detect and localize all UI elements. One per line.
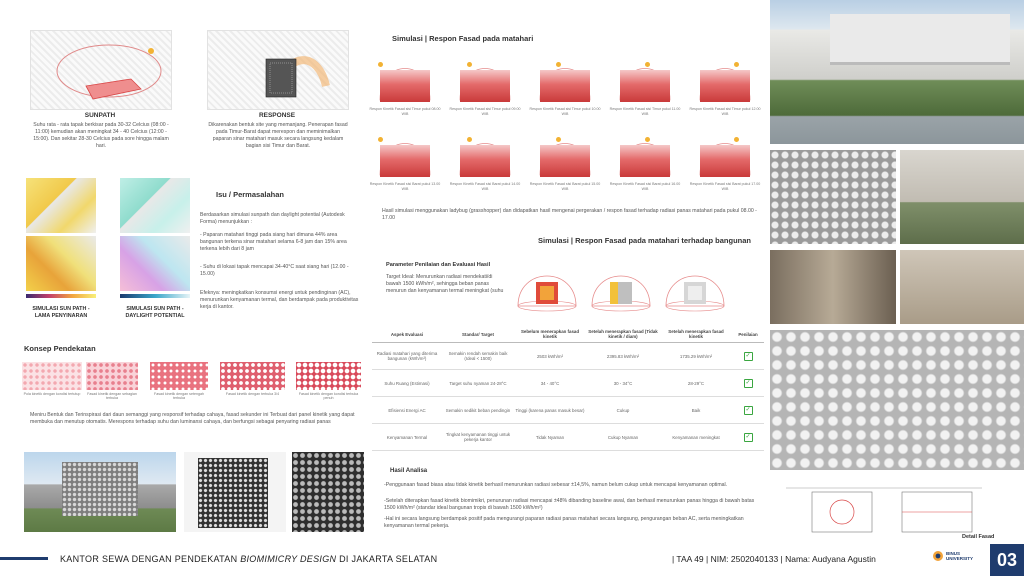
cell: Radiasi matahari yang diterima bangunan (kWh/m²) [372, 343, 442, 370]
sun-icon [467, 137, 472, 142]
detail-fasad-svg [782, 478, 1014, 538]
photo-facade-closeup [770, 330, 1024, 470]
cell: Tingkat kenyamanan tinggi untuk pekerja kantor [442, 424, 514, 451]
th-penilaian: Penilaian [732, 326, 764, 343]
cell: 2395.83 kWh/m² [586, 343, 660, 370]
sim1-caption: Respon Kinetik Fasad sisi Barat pukul 16.00 WIB [609, 182, 681, 191]
footer-title-em: BIOMIMICRY DESIGN [240, 554, 337, 564]
hasil-line-3: -Hal ini secara langsung berdampak positif pada mengurangi paparan radiasi panas matahari secara langsung, pengurangan beban AC, serta meningkatkan kenyamanan termal pekerja. [384, 516, 744, 529]
response-title: RESPONSE [258, 112, 296, 119]
sim1-caption: Respon Kinetik Fasad sisi Barat pukul 14.00 WIB [449, 182, 521, 191]
sunpath-title: SUNPATH [84, 112, 116, 119]
sim-map-4 [120, 236, 190, 291]
isu-b1: - Paparan matahari tinggi pada siang hari dimana 44% area bangunan terkena sinar matahari selama 6-8 jam dan 15% area terkena lebih dari 8 jam [200, 232, 347, 252]
sim1-cell [608, 127, 682, 198]
sim1-caption: Respon Kinetik Fasad sisi Timur pukul 11.00 WIB [609, 107, 681, 116]
render-facade-closeup [292, 452, 364, 532]
cell: Cukup [586, 397, 660, 424]
sun-icon [734, 137, 739, 142]
cell: 28-29°C [660, 370, 732, 397]
hasil-title: Hasil Analisa [390, 468, 428, 474]
konsep-panel-5 [296, 362, 361, 390]
isu-p1: Berdasarkan simulasi sunpath dan daylight potential (Autodesk Forma) menunjukkan : [200, 212, 345, 225]
sim1-facade [460, 70, 510, 102]
photo-exterior [770, 0, 1024, 144]
eval-header-row [372, 326, 764, 343]
cell: 1735.29 kWh/m² [660, 343, 732, 370]
sun-icon [378, 137, 383, 142]
konsep-title: Konsep Pendekatan [24, 344, 96, 353]
sim1-facade [380, 70, 430, 102]
konsep-desc: Meniru Bentuk dan Terinspirasi dari daun semanggi yang responsif terhadap cahaya, fasad sekunder ini Terbuat dari panel kinetik yang dapat membuka dan menutup otomatis. Merespons terhadap suhu dan luminansi cahaya, dan berfungsi sebagai penyaring radiasi panas [30, 412, 355, 425]
footer-title [60, 554, 437, 564]
check-icon: ✓ [745, 379, 751, 386]
footer-meta: | TAA 49 | NIM: 2502040133 | Nama: Audyana Agustin [672, 554, 876, 564]
sim-label-left: SIMULASI SUN PATH - LAMA PENYINARAN [32, 306, 90, 319]
isu-p2: Efeknya: meningkatkan konsumsi energi untuk pendinginan (AC), menurunkan kenyamanan termal, dan berdampak pada produktivitas kerja di kantor. [200, 290, 359, 310]
dome-1-drawing [512, 260, 582, 312]
sim1-facade [460, 145, 510, 177]
sim1-caption: Respon Kinetik Fasad sisi Barat pukul 15.00 WIB [529, 182, 601, 191]
cell [732, 424, 764, 451]
check-icon: ✓ [745, 433, 751, 440]
render-building-model [184, 452, 286, 532]
cell [732, 370, 764, 397]
response-drawing [208, 31, 348, 109]
sim-label-right: SIMULASI SUN PATH - DAYLIGHT POTENTIAL [125, 306, 185, 319]
render-building-facade [62, 462, 138, 516]
photo-lobby-1 [900, 150, 1024, 244]
response-desc: Dikarenakan bentuk site yang memanjang. Penerapan fasad pada Timur-Barat dapat merespon dan meminimalkan paparan sinar matahari masuk secara langsung kedalam bagian sisi Timur dan Barat. [208, 122, 348, 149]
isu-b2: - Suhu di lokasi tapak mencapai 34-40°C saat siang hari (12.00 - 15.00) [200, 264, 349, 277]
sim1-caption: Respon Kinetik Fasad sisi Timur pukul 09.00 WIB [449, 107, 521, 116]
sun-icon [556, 137, 561, 142]
cell: 34 - 40°C [514, 370, 586, 397]
isu-title: Isu / Permasalahan [216, 190, 284, 199]
dome-3 [660, 260, 730, 312]
sim-map-2 [26, 236, 96, 291]
konsep-panel-3 [150, 362, 208, 390]
sim1-cell [528, 127, 602, 198]
sim1-caption: Respon Kinetik Fasad sisi Timur pukul 12.00 WIB [689, 107, 761, 116]
cell: Semakin rendah semakin baik (Ideal < 1500) [442, 343, 514, 370]
konsep-panel-1 [22, 362, 82, 390]
sunpath-desc: Suhu rata - rata tapak berkisar pada 30-32 Celcius (08:00 - 11:00) kemudian akan meningkat 34 - 40 Celcius (12:00 - 15:00). Dan sekitar 28-30 Celcius pada sore hingga malam hari. [33, 122, 169, 149]
konsep-panel-2 [86, 362, 138, 390]
cell: Tinggi (karena panas masuk besar) [514, 397, 586, 424]
sim1-caption: Respon Kinetik Fasad sisi Timur pukul 10.00 WIB [529, 107, 601, 116]
detail-fasad-drawing [782, 478, 1014, 538]
sim1-title: Simulasi | Respon Fasad pada matahari [392, 34, 534, 43]
sim1-facade [540, 70, 590, 102]
th-setelah-kinetik: Setelah menerapkan fasad kinetik [660, 326, 732, 343]
cell [732, 343, 764, 370]
sun-icon [645, 137, 650, 142]
dome-2 [586, 260, 656, 312]
sim1-caption: Respon Kinetik Fasad sisi Barat pukul 13.00 WIB [369, 182, 441, 191]
cell: Cukup Nyaman [586, 424, 660, 451]
th-standar: Standar/ Target [442, 326, 514, 343]
eval-table-wrap [372, 326, 764, 451]
sun-icon [645, 62, 650, 67]
eval-table [372, 326, 764, 451]
cell: Suhu Ruang (Estimasi) [372, 370, 442, 397]
konsep-step-2: Fasad kinetik dengan sebagian terbuka [87, 392, 137, 400]
cell: Kenyamanan Termal [372, 424, 442, 451]
param-desc: Target Ideal: Menurunkan radiasi mendekati/di bawah 1500 kWh/m², sehingga beban panas menurun dan kenyamanan termal meningkat (suhu [386, 274, 504, 294]
konsep-step-5: Fasad kinetik dengan kondisi terbuka penuh [298, 392, 359, 400]
photo-facade-1 [770, 150, 896, 244]
sim1-facade [540, 145, 590, 177]
sim1-cell [448, 127, 522, 198]
sim-map-3 [120, 178, 190, 233]
dome-2-drawing [586, 260, 656, 312]
th-setelah-diam: Setelah menerapkan fasad (Tidak kinetik / diam) [586, 326, 660, 343]
th-sebelum: Sebelum menerapkan fasad kinetik [514, 326, 586, 343]
th-aspek: Aspek Evaluasi [372, 326, 442, 343]
sim1-cell [368, 52, 442, 123]
sim1-cell [368, 127, 442, 198]
sim1-grid [368, 52, 768, 202]
dome-1 [512, 260, 582, 312]
photo-interior-2 [900, 250, 1024, 324]
table-row [372, 343, 764, 370]
page-number: 03 [990, 544, 1024, 576]
response-diagram [207, 30, 349, 110]
sim1-cell [688, 127, 762, 198]
cell [732, 397, 764, 424]
hasil-line-1: -Penggunaan fasad biasa atau tidak kinetik berhasil menurunkan radiasi sebesar ±14,5%, namun belum cukup untuk mencapai kenyamanan optimal. [384, 482, 728, 488]
dome-3-drawing [660, 260, 730, 312]
cell: Baik [660, 397, 732, 424]
sim1-cell [688, 52, 762, 123]
sim1-facade [620, 145, 670, 177]
sunpath-diagram [30, 30, 172, 110]
sim1-cell [608, 52, 682, 123]
sim2-title: Simulasi | Respon Fasad pada matahari terhadap bangunan [538, 236, 751, 245]
sunpath-drawing [31, 31, 171, 109]
cell: 30 - 34°C [586, 370, 660, 397]
sim1-facade [700, 145, 750, 177]
hasil-line-2: -Setelah diterapkan fasad kinetik biomimikri, penurunan radiasi mencapai ±48% dibanding baseline awal, dan berhasil menurunkan panas hingga di bawah batas 1500 kWh/m² (standar ideal bangunan tropis di bawah 1500 kWh/m²) [384, 498, 755, 511]
table-row [372, 370, 764, 397]
sun-icon [734, 62, 739, 67]
sim1-facade [380, 145, 430, 177]
binus-logo [932, 548, 982, 570]
konsep-step-1: Pola kinetik dengan kondisi tertutup [23, 392, 81, 396]
table-row [372, 397, 764, 424]
check-icon: ✓ [745, 352, 751, 359]
sim-legend-1 [26, 294, 96, 298]
sim1-facade [620, 70, 670, 102]
sun-icon [467, 62, 472, 67]
param-title: Parameter Penilaian dan Evaluasi Hasil [386, 262, 491, 268]
render-building-day [24, 452, 176, 532]
render-model-body [198, 458, 268, 528]
sim1-caption: Respon Kinetik Fasad sisi Barat pukul 17.00 WIB [689, 182, 761, 191]
binus-logo-text: BINUS UNIVERSITY [946, 551, 974, 561]
table-row [372, 424, 764, 451]
photo-interior-1 [770, 250, 896, 324]
sun-icon [556, 62, 561, 67]
cell: Semakin sedikit beban pendingin [442, 397, 514, 424]
sim1-caption: Respon Kinetik Fasad sisi Timur pukul 08.00 WIB [369, 107, 441, 116]
konsep-step-4: Fasad kinetik dengan terbuka 3/4 [225, 392, 280, 396]
konsep-step-3: Fasad kinetik dengan setengah terbuka [154, 392, 204, 400]
cell: Kenyamanan meningkat [660, 424, 732, 451]
sim1-cell [448, 52, 522, 123]
sim1-facade [700, 70, 750, 102]
sim1-cell [528, 52, 602, 123]
cell: Efisiensi Energi AC [372, 397, 442, 424]
sun-icon [378, 62, 383, 67]
konsep-panel-4 [220, 362, 285, 390]
sim-legend-2 [120, 294, 190, 298]
sim-map-1 [26, 178, 96, 233]
photo-exterior-building [830, 14, 1010, 65]
cell: Target suhu nyaman 24-28°C [442, 370, 514, 397]
konsep-captions [22, 392, 362, 404]
cell: 2503 kWh/m² [514, 343, 586, 370]
footer-title-post: DI JAKARTA SELATAN [336, 554, 438, 564]
sim1-desc: Hasil simulasi menggunakan ladybug (grasshopper) dan didapatkan hasil mengenai pergerakan / respon fasad terhadap radiasi panas matahari pada pukul 08.00 - 17.00 [382, 208, 757, 221]
footer-title-pre: KANTOR SEWA DENGAN PENDEKATAN [60, 554, 241, 564]
cell: Tidak Nyaman [514, 424, 586, 451]
detail-fasad-label: Detail Fasad [962, 534, 995, 540]
binus-logo-icon [932, 550, 944, 562]
footer-bar [0, 557, 48, 560]
check-icon: ✓ [745, 406, 751, 413]
